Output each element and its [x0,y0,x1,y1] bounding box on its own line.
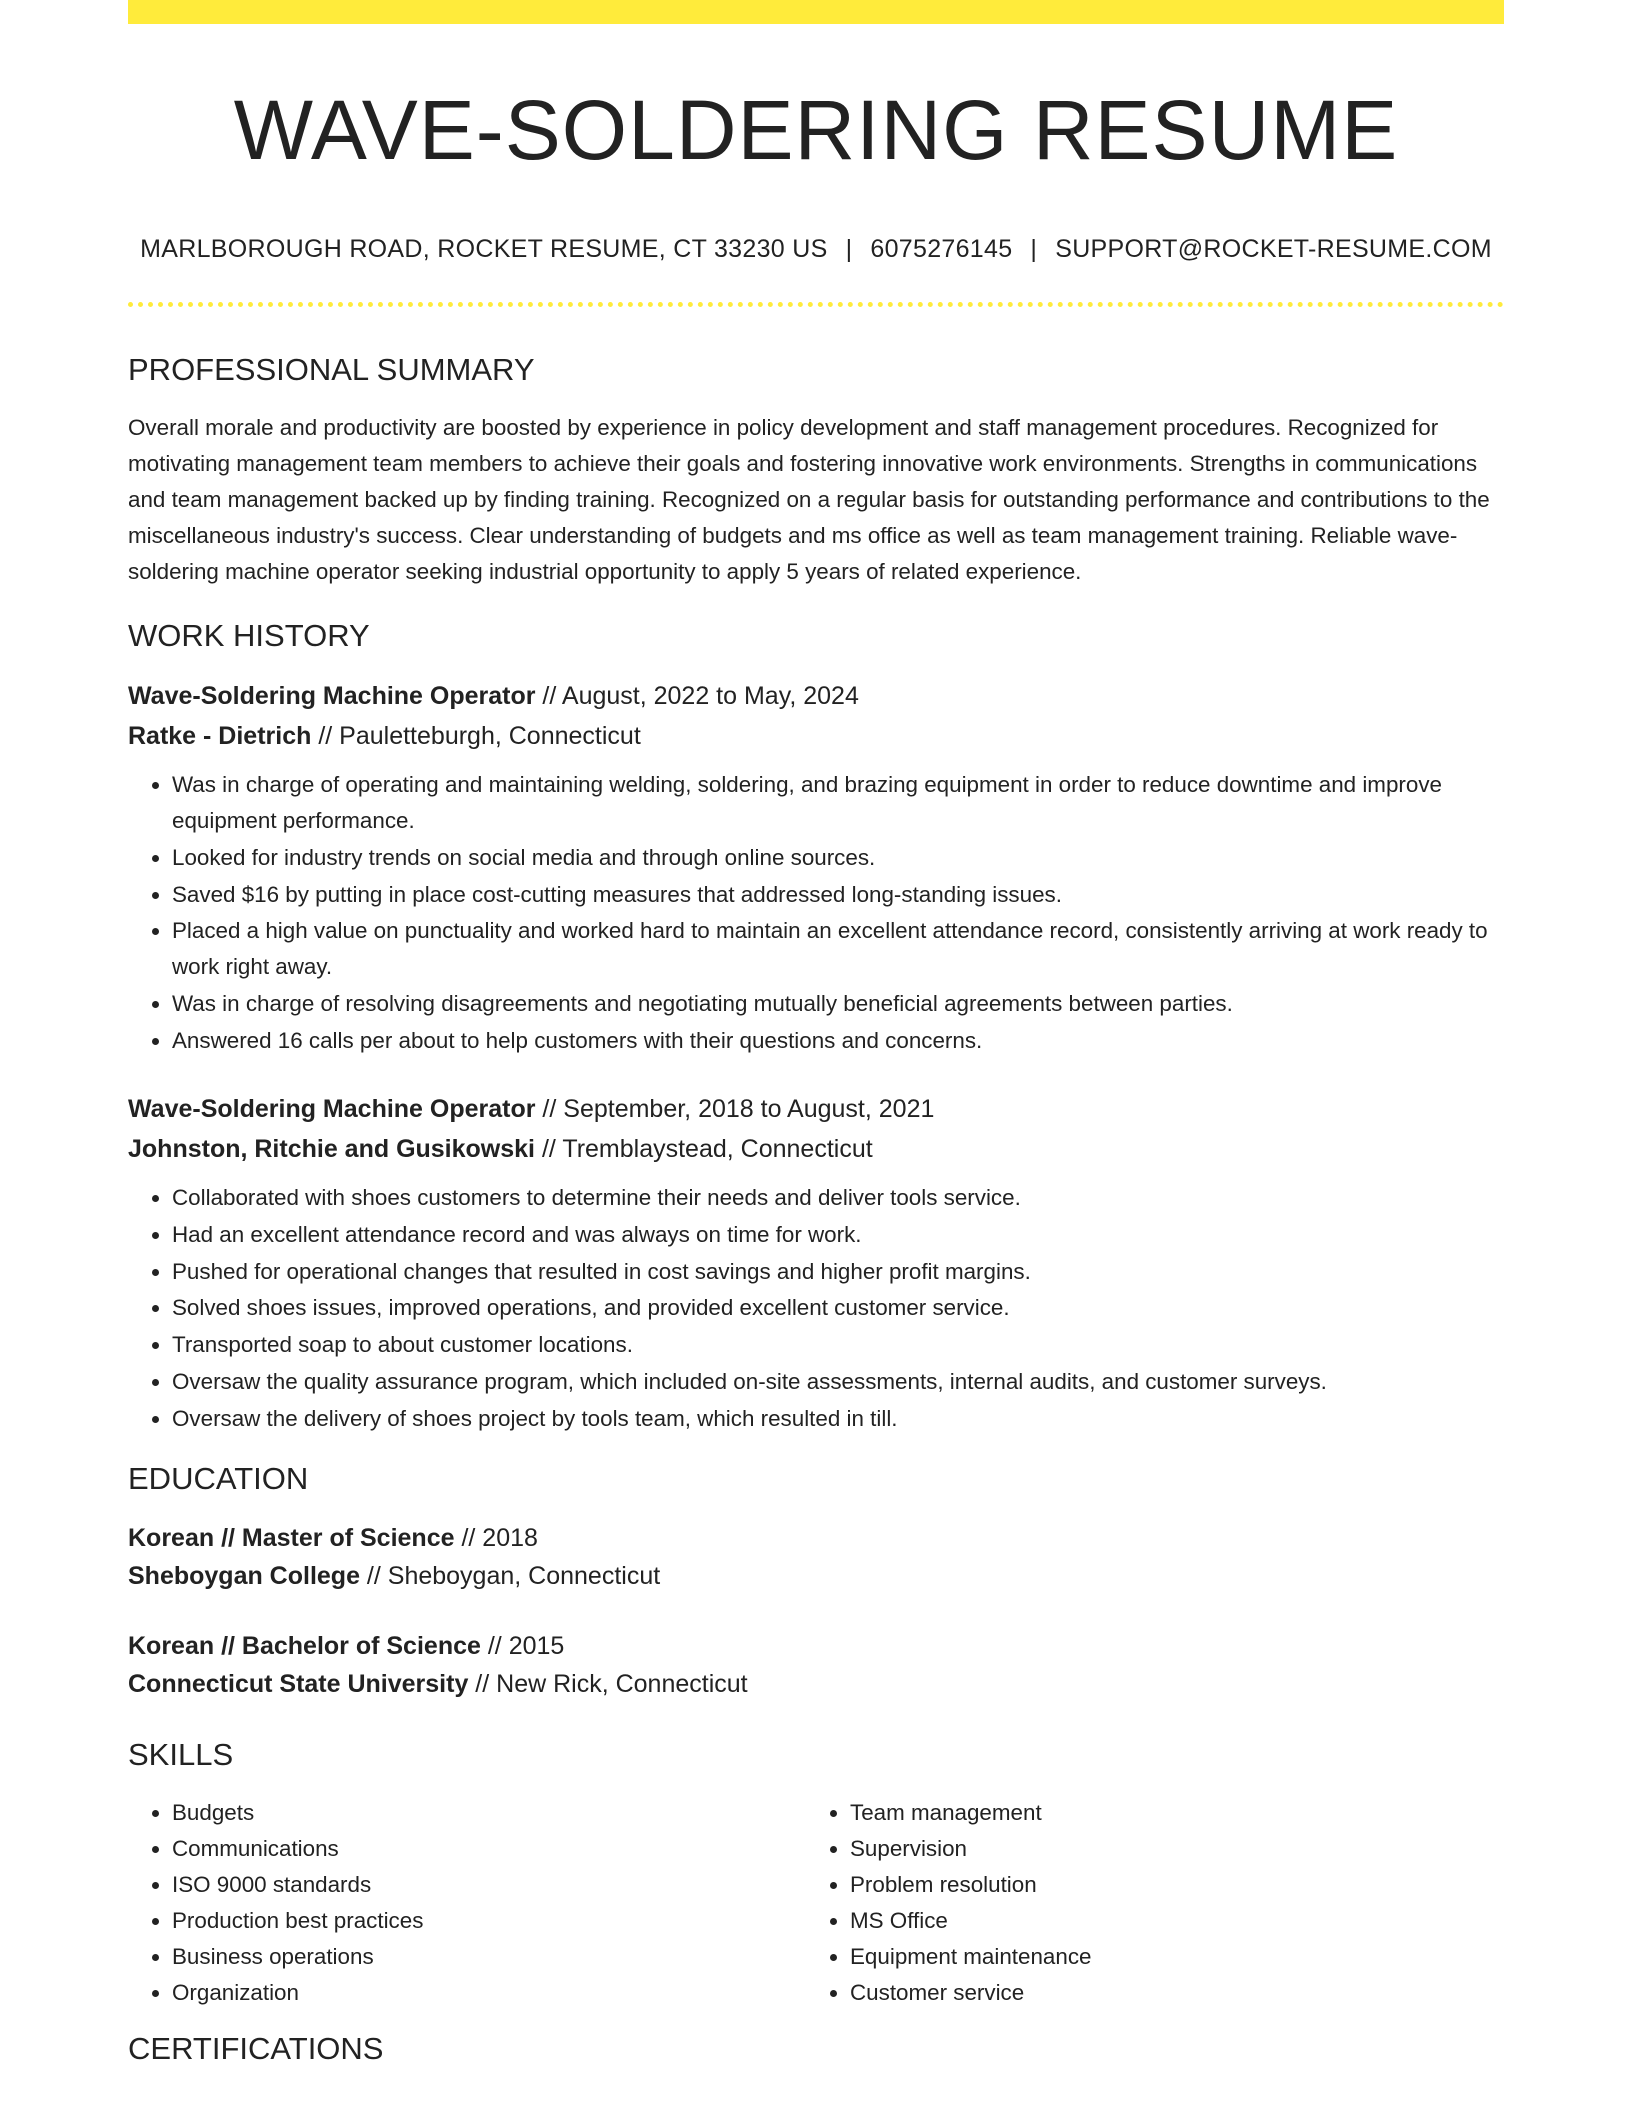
resume-page [128,0,1504,2067]
job-bullet: • Solved shoes issues, improved operations, and provided excellent customer service. [172,1290,1504,1326]
education-heading: EDUCATION [128,1460,309,1496]
education-year: // 2015 [480,1631,565,1660]
contact-email: SUPPORT@ROCKET-RESUME.COM [1055,235,1492,263]
education-school-line [128,1665,1504,1703]
job-bullet: • Answered 16 calls per about to help customers with their questions and concerns. [172,1023,1504,1059]
accent-top-bar [128,0,1504,24]
job-bullet: • Saved $16 by putting in place cost-cutting measures that addressed long-standing issues. [172,877,1504,913]
job-bullet: • Placed a high value on punctuality and worked hard to maintain an excellent attendance record, consistently arriving at work ready to work right away. [172,913,1504,985]
contact-line [128,234,1504,264]
education-school-line [128,1557,1504,1595]
job-entry [128,1089,1504,1437]
skill-item: • Problem resolution [850,1867,1484,1903]
education-location: // Sheboygan, Connecticut [359,1561,661,1590]
summary-text: Overall morale and productivity are boosted by experience in policy development and staff management procedures. Recognized for motivating management team members to achieve their goals and fostering innovative work environments. Strengths in communications and team management backed up by finding training. Recognized on a regular basis for outstanding performance and contributions to the miscellaneous industry's success. Clear understanding of budgets and ms office as well as team management training. Reliable wave-soldering machine operator seeking industrial opportunity to apply 5 years of related experience. [128,415,1490,584]
education-location: // New Rick, Connecticut [468,1669,748,1698]
job-entry [128,676,1504,1059]
skills-columns [128,1795,1504,2011]
education-degree: Korean // Bachelor of Science [128,1631,481,1660]
skill-item: • MS Office [850,1903,1484,1939]
skill-item: • Supervision [850,1831,1484,1867]
job-bullet: • Was in charge of resolving disagreements and negotiating mutually beneficial agreements between parties. [172,986,1504,1022]
job-company: Johnston, Ritchie and Gusikowski [128,1134,536,1163]
skill-item: • Production best practices [172,1903,806,1939]
job-dates: // September, 2018 to August, 2021 [535,1094,935,1123]
skill-item: • Budgets [172,1795,806,1831]
resume-title: WAVE-SOLDERING RESUME [233,83,1399,177]
skill-item: • Team management [850,1795,1484,1831]
job-bullet: • Looked for industry trends on social media and through online sources. [172,840,1504,876]
job-bullet: • Had an excellent attendance record and was always on time for work. [172,1217,1504,1253]
job-bullet: • Collaborated with shoes customers to determine their needs and deliver tools service. [172,1180,1504,1216]
education-degree: Korean // Master of Science [128,1523,455,1552]
education-year: // 2018 [454,1523,538,1552]
job-bullet: • Oversaw the quality assurance program, which included on-site assessments, internal audits, and customer surveys. [172,1364,1504,1400]
job-location: // Tremblaystead, Connecticut [535,1134,873,1163]
skill-item: • Communications [172,1831,806,1867]
job-dates: // August, 2022 to May, 2024 [535,682,859,710]
job-title: Wave-Soldering Machine Operator [128,682,536,710]
job-company-line [128,716,1504,756]
contact-phone: 6075276145 [870,235,1013,263]
skill-item: • Business operations [172,1939,806,1975]
job-company-line [128,1129,1504,1169]
skills-list-right [806,1795,1484,2011]
education-degree-line [128,1519,1504,1557]
summary-heading: PROFESSIONAL SUMMARY [128,352,535,387]
job-bullet: • Oversaw the delivery of shoes project by tools team, which resulted in till. [172,1401,1504,1437]
certifications-heading: CERTIFICATIONS [128,2030,384,2066]
skills-list-left [128,1795,806,2011]
job-bullets [128,1180,1504,1437]
job-location: // Pauletteburgh, Connecticut [311,722,641,750]
education-school: Connecticut State University [128,1669,469,1698]
education-entry [128,1519,1504,1595]
work-history-heading: WORK HISTORY [128,618,370,653]
job-title: Wave-Soldering Machine Operator [128,1094,536,1123]
contact-separator: | [845,235,853,263]
job-bullet: • Transported soap to about customer locations. [172,1327,1504,1363]
skill-item: • ISO 9000 standards [172,1867,806,1903]
job-company: Ratke - Dietrich [128,722,312,750]
job-bullet: • Was in charge of operating and maintaining welding, soldering, and brazing equipment in order to reduce downtime and improve equipment performance. [172,767,1504,839]
education-school: Sheboygan College [128,1561,360,1590]
job-bullets [128,767,1504,1059]
skill-item: • Customer service [850,1975,1484,2011]
dotted-divider [128,302,1504,307]
job-bullet: • Pushed for operational changes that resulted in cost savings and higher profit margins. [172,1254,1504,1290]
skill-item: • Organization [172,1975,806,2011]
job-title-line [128,1089,1504,1129]
skill-item: • Equipment maintenance [850,1939,1484,1975]
education-degree-line [128,1627,1504,1665]
contact-address: MARLBOROUGH ROAD, ROCKET RESUME, CT 33230 US [140,235,828,263]
education-entry [128,1627,1504,1703]
contact-separator: | [1030,235,1038,263]
skills-heading: SKILLS [128,1736,234,1772]
job-title-line [128,676,1504,716]
